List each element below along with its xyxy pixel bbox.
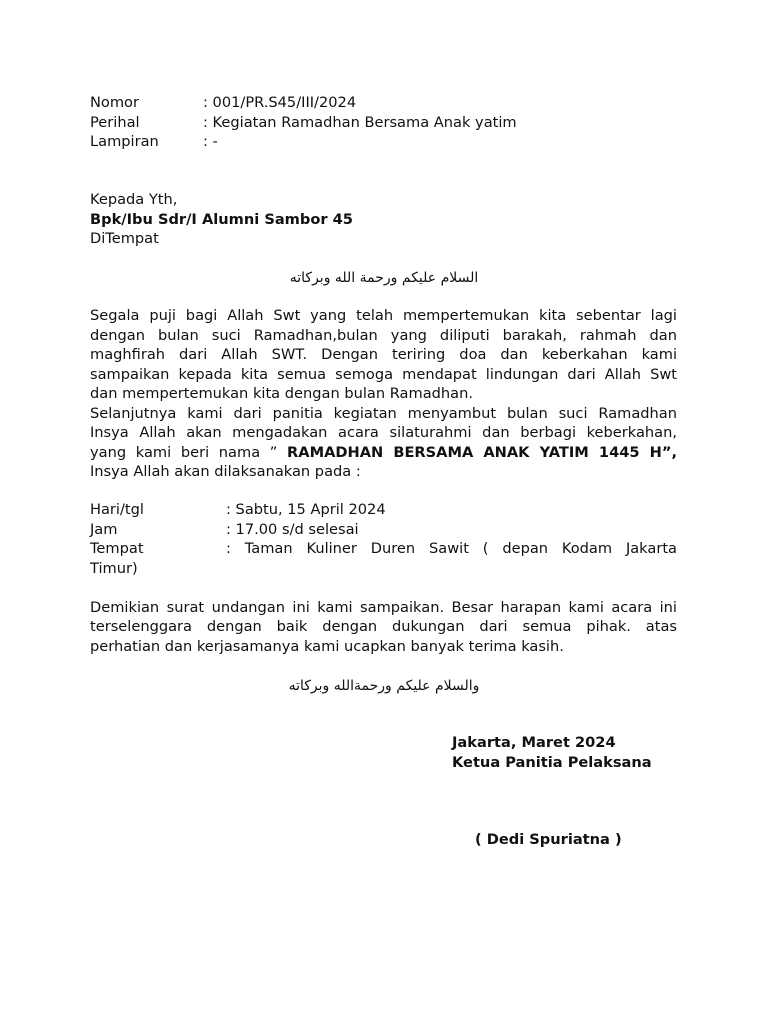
event-intro: yang kami beri nama ”	[90, 443, 288, 461]
closing-line: perhatian dan kerjasamanya kami ucapkan banyak terima kasih.	[90, 637, 564, 655]
jam-value: : 17.00 s/d selesai	[226, 520, 359, 538]
lampiran-value: : -	[203, 133, 218, 150]
body-paragraphs	[90, 306, 677, 482]
recipient-name: Bpk/Ibu Sdr/I Alumni Sambor 45	[90, 210, 353, 228]
tempat-label: Tempat	[90, 540, 144, 557]
body-line-event	[90, 443, 677, 463]
signature-role: Ketua Panitia Pelaksana	[452, 753, 652, 771]
body-line: Insya Allah akan mengadakan acara silaturahmi dan berbagi keberkahan,	[90, 424, 677, 441]
perihal-label: Perihal	[90, 113, 140, 131]
body-line: Insya Allah akan dilaksanakan pada :	[90, 463, 361, 480]
body-line: Segala puji bagi Allah Swt yang telah mempertemukan kita sebentar lagi	[90, 307, 677, 324]
tempat-value-cont: Timur)	[90, 559, 138, 577]
recipient-location: DiTempat	[90, 230, 159, 247]
lampiran-label: Lampiran	[90, 133, 159, 150]
closing-line: Demikian surat undangan ini kami sampaikan. Besar harapan kami acara ini	[90, 598, 677, 616]
nomor-value: : 001/PR.S45/III/2024	[203, 94, 357, 111]
signature-place-date: Jakarta, Maret 2024	[452, 734, 616, 751]
hari-value: : Sabtu, 15 April 2024	[226, 501, 386, 518]
body-line: dengan bulan suci Ramadhan,bulan yang diliputi barakah, rahmah dan	[90, 326, 677, 344]
hari-label: Hari/tgl	[90, 501, 144, 518]
event-name: RAMADHAN BERSAMA ANAK YATIM 1445 H”,	[287, 443, 678, 461]
signature-name: ( Dedi Spuriatna )	[475, 831, 622, 848]
recipient-salutation: Kepada Yth,	[90, 191, 178, 208]
closing-paragraph	[90, 598, 677, 657]
body-line: maghfirah dari Allah SWT. Dengan teriring doa dan keberkahan kami	[90, 346, 677, 363]
jam-label: Jam	[90, 520, 118, 538]
opening-greeting: السلام عليكم ورحمة الله وبركاته	[289, 270, 479, 286]
closing-line: terselenggara dengan baik dengan dukungan dari semua pihak. atas	[90, 618, 677, 635]
perihal-value: : Kegiatan Ramadhan Bersama Anak yatim	[203, 113, 517, 131]
body-line: sampaikan kepada kita semua semoga mendapat lindungan dari Allah Swt	[90, 365, 677, 383]
tempat-value: : Taman Kuliner Duren Sawit ( depan Kodam Jakarta	[226, 540, 677, 557]
nomor-label: Nomor	[90, 94, 139, 111]
body-line: dan mempertemukan kita dengan bulan Ramadhan.	[90, 385, 474, 402]
body-line: Selanjutnya kami dari panitia kegiatan menyambut bulan suci Ramadhan	[90, 404, 677, 422]
closing-greeting: والسلام عليكم ورحمةالله وبركاته	[288, 678, 480, 694]
